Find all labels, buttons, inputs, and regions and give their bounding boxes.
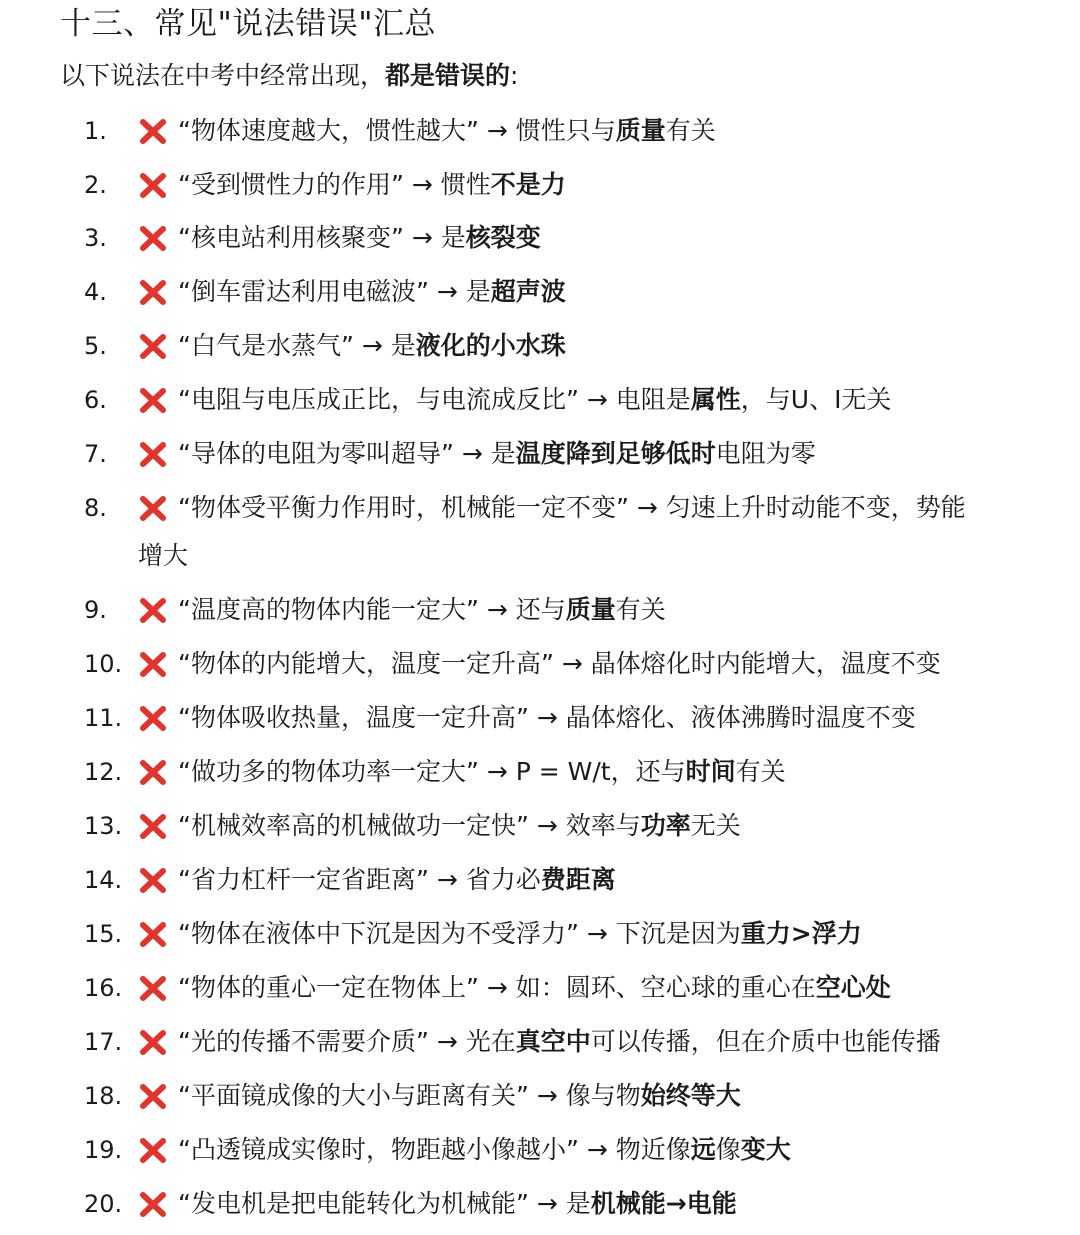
item-emphasis: 质量 — [565, 595, 616, 624]
item-segment: “电阻与电压成正比，与电流成反比” → 电阻是 — [178, 385, 691, 414]
item-number: 10. — [84, 650, 123, 678]
item-number: 11. — [84, 704, 123, 732]
intro-suffix: : — [510, 61, 519, 90]
item-segment: “平面镜成像的大小与距离有关” → 像与物 — [178, 1081, 641, 1110]
item-text — [178, 640, 1040, 688]
item-emphasis: 不是力 — [490, 170, 566, 199]
item-number: 9. — [84, 596, 107, 624]
item-text — [178, 376, 1040, 424]
item-text — [178, 107, 1040, 155]
intro-bold: 都是错误的 — [385, 61, 511, 90]
item-segment: “物体的内能增大，温度一定升高” → 晶体熔化时内能增大，温度不变 — [178, 649, 941, 678]
cross-mark-icon — [138, 867, 168, 894]
item-segment: “机械效率高的机械做功一定快” → 效率与 — [178, 811, 641, 840]
item-segment: “物体的重心一定在物体上” → 如：圆环、空心球的重心在 — [178, 973, 816, 1002]
item-emphasis: 机械能→电能 — [590, 1189, 737, 1218]
cross-mark-icon — [138, 1029, 168, 1056]
item-text — [178, 161, 1040, 209]
item-text — [178, 484, 1040, 532]
item-segment: “发电机是把电能转化为机械能” → 是 — [178, 1189, 591, 1218]
item-number: 13. — [84, 812, 123, 840]
item-number: 18. — [84, 1082, 123, 1110]
item-segment: 有关 — [665, 116, 716, 145]
item-segment: 有关 — [735, 757, 786, 786]
item-segment: 无关 — [690, 811, 741, 840]
item-text — [178, 1018, 1040, 1066]
cross-mark-icon — [138, 975, 168, 1002]
item-segment: “物体受平衡力作用时，机械能一定不变” → 匀速上升时动能不变，势能 — [178, 493, 966, 522]
cross-mark-icon — [138, 705, 168, 732]
item-emphasis: 核裂变 — [465, 223, 541, 252]
item-text — [178, 802, 1040, 850]
item-segment: “受到惯性力的作用” → 惯性 — [178, 170, 491, 199]
item-text — [178, 322, 1040, 370]
item-text — [178, 748, 1040, 796]
item-text — [178, 430, 1040, 478]
item-text — [178, 694, 1040, 742]
item-number: 4. — [84, 278, 107, 306]
item-text — [178, 586, 1040, 634]
intro-text — [60, 56, 518, 96]
item-emphasis: 远 — [690, 1135, 716, 1164]
item-emphasis: 时间 — [685, 757, 736, 786]
item-text — [178, 856, 1040, 904]
cross-mark-icon — [138, 225, 168, 252]
item-segment: “凸透镜成实像时，物距越小像越小” → 物近像 — [178, 1135, 691, 1164]
item-text — [178, 214, 1040, 262]
item-segment: 有关 — [615, 595, 666, 624]
item-text — [178, 268, 1040, 316]
item-number: 14. — [84, 866, 123, 894]
item-number: 1. — [84, 117, 107, 145]
page-title: 十三、常见"说法错误"汇总 — [60, 6, 437, 42]
cross-mark-icon — [138, 441, 168, 468]
item-number: 3. — [84, 224, 107, 252]
item-emphasis: 质量 — [615, 116, 666, 145]
item-emphasis: 超声波 — [490, 277, 566, 306]
item-emphasis: 始终等大 — [640, 1081, 741, 1110]
item-emphasis: 变大 — [740, 1135, 791, 1164]
item-segment: “白气是水蒸气” → 是 — [178, 331, 416, 360]
item-number: 15. — [84, 920, 123, 948]
item-emphasis: 费距离 — [540, 865, 616, 894]
cross-mark-icon — [138, 1191, 168, 1218]
item-text — [178, 1180, 1040, 1228]
item-segment: 可以传播，但在介质中也能传播 — [590, 1027, 941, 1056]
item-segment: “导体的电阻为零叫超导” → 是 — [178, 439, 516, 468]
item-text — [178, 1072, 1040, 1120]
item-emphasis: 温度降到足够低时 — [515, 439, 716, 468]
item-emphasis: 液化的小水珠 — [415, 331, 566, 360]
item-number: 5. — [84, 332, 107, 360]
cross-mark-icon — [138, 495, 168, 522]
item-segment: “省力杠杆一定省距离” → 省力必 — [178, 865, 541, 894]
item-segment: 像 — [715, 1135, 741, 1164]
item-text-continuation: 增大 — [138, 541, 189, 570]
item-segment: “物体速度越大，惯性越大” → 惯性只与 — [178, 116, 616, 145]
cross-mark-icon — [138, 759, 168, 786]
item-segment: “做功多的物体功率一定大” → P = W/t，还与 — [178, 757, 686, 786]
item-number: 19. — [84, 1136, 123, 1164]
item-segment: “核电站利用核聚变” → 是 — [178, 223, 466, 252]
item-emphasis: 功率 — [640, 811, 691, 840]
item-emphasis: 重力>浮力 — [740, 919, 862, 948]
intro-normal: 以下说法在中考中经常出现， — [60, 61, 386, 90]
cross-mark-icon — [138, 1083, 168, 1110]
item-number: 2. — [84, 171, 107, 199]
item-segment: “物体在液体中下沉是因为不受浮力” → 下沉是因为 — [178, 919, 741, 948]
cross-mark-icon — [138, 172, 168, 199]
item-segment: “光的传播不需要介质” → 光在 — [178, 1027, 516, 1056]
item-segment: “倒车雷达利用电磁波” → 是 — [178, 277, 491, 306]
item-number: 12. — [84, 758, 123, 786]
item-segment: 电阻为零 — [715, 439, 816, 468]
cross-mark-icon — [138, 118, 168, 145]
item-number: 8. — [84, 494, 107, 522]
item-number: 6. — [84, 386, 107, 414]
item-number: 20. — [84, 1190, 123, 1218]
item-text — [178, 964, 1040, 1012]
item-number: 7. — [84, 440, 107, 468]
cross-mark-icon — [138, 813, 168, 840]
cross-mark-icon — [138, 921, 168, 948]
item-segment: “物体吸收热量，温度一定升高” → 晶体熔化、液体沸腾时温度不变 — [178, 703, 916, 732]
item-text — [178, 1126, 1040, 1174]
cross-mark-icon — [138, 333, 168, 360]
cross-mark-icon — [138, 387, 168, 414]
cross-mark-icon — [138, 597, 168, 624]
cross-mark-icon — [138, 651, 168, 678]
item-number: 16. — [84, 974, 123, 1002]
cross-mark-icon — [138, 279, 168, 306]
item-number: 17. — [84, 1028, 123, 1056]
item-segment: ，与U、I无关 — [740, 385, 892, 414]
cross-mark-icon — [138, 1137, 168, 1164]
item-text — [178, 910, 1040, 958]
item-emphasis: 空心处 — [815, 973, 891, 1002]
item-emphasis: 真空中 — [515, 1027, 591, 1056]
item-segment: “温度高的物体内能一定大” → 还与 — [178, 595, 566, 624]
item-emphasis: 属性 — [690, 385, 741, 414]
